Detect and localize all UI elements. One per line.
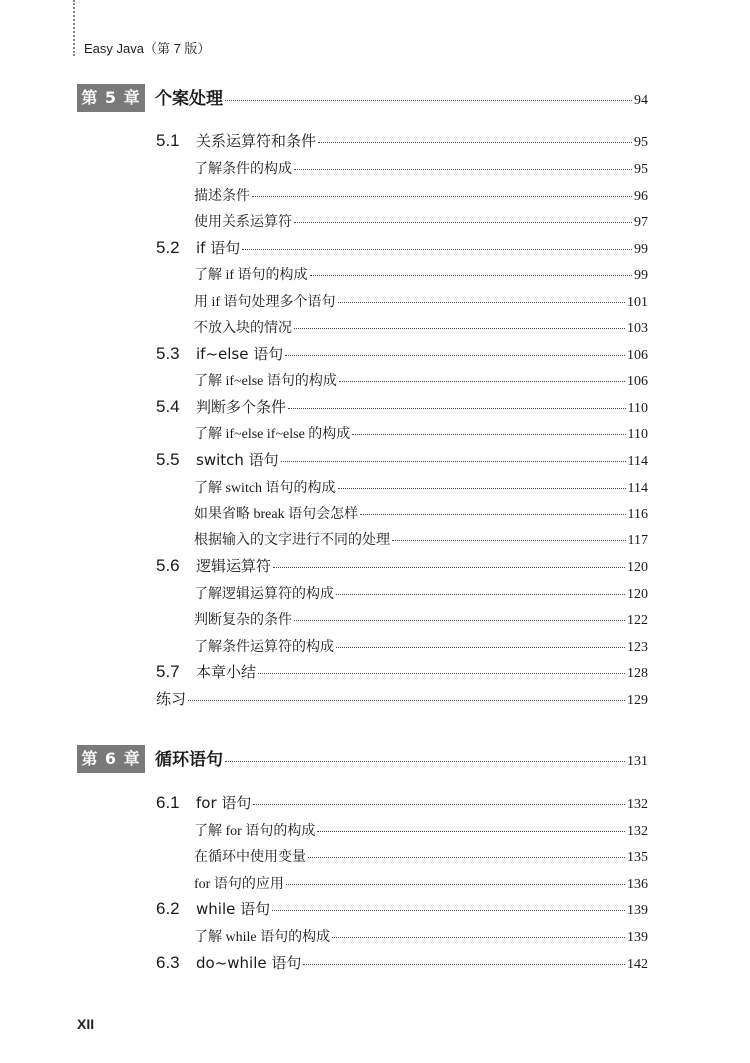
page-number: 136 — [627, 877, 648, 892]
toc-subsection[interactable] — [194, 211, 648, 231]
dot-leader — [392, 540, 626, 541]
toc-subsection[interactable] — [194, 609, 648, 629]
page-number: 106 — [627, 348, 648, 363]
page-number: 97 — [634, 215, 648, 230]
page-number: 101 — [627, 295, 648, 310]
dot-leader — [225, 761, 625, 762]
section-title: 关系运算符和条件 — [196, 132, 317, 150]
dot-leader — [332, 937, 625, 938]
toc-subsection[interactable] — [194, 291, 648, 311]
dot-leader — [336, 647, 625, 648]
section-title: while 语句 — [196, 900, 271, 918]
page-number: 95 — [634, 135, 648, 150]
page-number: 132 — [627, 797, 648, 812]
chapter-badge: 第 5 章 — [77, 84, 145, 112]
page-number: 131 — [627, 754, 648, 769]
chapter-title: 个案处理 — [155, 89, 223, 109]
toc-section-6-1[interactable] — [156, 792, 648, 813]
dot-leader — [294, 620, 625, 621]
page-number: 110 — [627, 401, 648, 416]
toc-subsection[interactable] — [194, 264, 648, 284]
section-title: switch 语句 — [196, 451, 279, 469]
dot-leader — [273, 567, 625, 568]
page-number: 106 — [627, 374, 648, 389]
section-number: 5.3 — [156, 344, 180, 363]
toc-chapter-6[interactable] — [77, 745, 648, 773]
page-number: 114 — [627, 481, 648, 496]
subsection-title: 不放入块的情况 — [194, 321, 292, 336]
page-number: 110 — [627, 427, 648, 442]
page-number: 123 — [627, 640, 648, 655]
subsection-title: 用 if 语句处理多个语句 — [194, 295, 336, 310]
dot-leader — [338, 302, 625, 303]
toc-section-5-1[interactable] — [156, 130, 648, 151]
section-number: 6.2 — [156, 899, 180, 918]
dot-leader — [288, 408, 626, 409]
toc-section-5-2[interactable] — [156, 237, 648, 258]
page-number: 139 — [627, 903, 648, 918]
subsection-title: 了解条件的构成 — [194, 162, 292, 177]
dot-leader — [188, 700, 625, 701]
page-number: 120 — [627, 560, 648, 575]
section-title: for 语句 — [196, 794, 252, 812]
dot-leader — [294, 222, 632, 223]
toc-subsection[interactable] — [194, 873, 648, 893]
chapter-badge: 第 6 章 — [77, 745, 145, 773]
subsection-title: 了解 if 语句的构成 — [194, 268, 308, 283]
margin-dotted-rule — [73, 0, 75, 56]
page-number: 139 — [627, 930, 648, 945]
subsection-title: 如果省略 break 语句会怎样 — [194, 507, 359, 522]
subsection-title: 根据输入的文字进行不同的处理 — [194, 533, 390, 548]
dot-leader — [310, 275, 632, 276]
subsection-title: 了解 for 语句的构成 — [194, 824, 316, 839]
exercises-title: 练习 — [156, 690, 187, 708]
dot-leader — [317, 831, 625, 832]
section-number: 5.2 — [156, 238, 180, 257]
toc-chapter-5[interactable] — [77, 84, 648, 112]
page-number: 120 — [627, 587, 648, 602]
section-number: 5.5 — [156, 450, 180, 469]
toc-subsection[interactable] — [194, 317, 648, 337]
toc-subsection[interactable] — [194, 636, 648, 656]
dot-leader — [294, 169, 632, 170]
section-number: 5.6 — [156, 556, 180, 575]
page-number: 103 — [627, 321, 648, 336]
dot-leader — [339, 381, 625, 382]
subsection-title: 了解 while 语句的构成 — [194, 930, 331, 945]
subsection-title: for 语句的应用 — [194, 877, 284, 892]
section-number: 5.1 — [156, 131, 180, 150]
dot-leader — [303, 964, 625, 965]
toc-subsection[interactable] — [194, 846, 648, 866]
toc-subsection[interactable] — [194, 185, 648, 205]
section-title: if~else 语句 — [196, 345, 284, 363]
toc-subsection[interactable] — [194, 503, 648, 523]
dot-leader — [285, 355, 625, 356]
toc-subsection[interactable] — [194, 926, 648, 946]
toc-subsection[interactable] — [194, 158, 648, 178]
section-title: do~while 语句 — [196, 954, 302, 972]
toc-section-5-5[interactable] — [156, 449, 648, 470]
page-number: 132 — [627, 824, 648, 839]
section-number: 6.3 — [156, 953, 180, 972]
subsection-title: 了解逻辑运算符的构成 — [194, 587, 334, 602]
dot-leader — [352, 434, 625, 435]
page-number: 128 — [627, 666, 648, 681]
dot-leader — [253, 804, 625, 805]
page-number: 94 — [634, 93, 648, 108]
dot-leader — [225, 100, 632, 101]
page-number: 116 — [627, 507, 648, 522]
page-number: 99 — [634, 268, 648, 283]
toc-subsection[interactable] — [194, 370, 648, 390]
toc-subsection[interactable] — [194, 477, 648, 497]
dot-leader — [258, 673, 625, 674]
page-number: 99 — [634, 242, 648, 257]
toc-section-6-2[interactable] — [156, 898, 648, 919]
subsection-title: 描述条件 — [194, 189, 250, 204]
chapter-title: 循环语句 — [155, 750, 223, 770]
toc-section-6-3[interactable] — [156, 952, 648, 973]
dot-leader — [272, 910, 625, 911]
subsection-title: 了解 if~else 语句的构成 — [194, 374, 337, 389]
toc-subsection[interactable] — [194, 423, 648, 443]
page-number: 142 — [627, 957, 648, 972]
subsection-title: 了解 switch 语句的构成 — [194, 481, 336, 496]
dot-leader — [281, 461, 626, 462]
toc-section-5-3[interactable] — [156, 343, 648, 364]
page-number: 129 — [627, 693, 648, 708]
page-number: 114 — [627, 454, 648, 469]
toc-section-5-4[interactable] — [156, 396, 648, 417]
page-number: 117 — [627, 533, 648, 548]
section-title: 本章小结 — [196, 663, 257, 681]
dot-leader — [318, 142, 632, 143]
subsection-title: 了解 if~else if~else 的构成 — [194, 427, 351, 442]
section-number: 6.1 — [156, 793, 180, 812]
subsection-title: 在循环中使用变量 — [194, 850, 306, 865]
toc-subsection[interactable] — [194, 820, 648, 840]
page-number: 96 — [634, 189, 648, 204]
page-number: 122 — [627, 613, 648, 628]
page-number: 95 — [634, 162, 648, 177]
section-title: 逻辑运算符 — [196, 557, 272, 575]
section-number: 5.7 — [156, 662, 180, 681]
section-number: 5.4 — [156, 397, 180, 416]
toc-exercises[interactable] — [156, 688, 648, 709]
toc-subsection[interactable] — [194, 529, 648, 549]
subsection-title: 使用关系运算符 — [194, 215, 292, 230]
toc-section-5-6[interactable] — [156, 555, 648, 576]
dot-leader — [336, 594, 625, 595]
dot-leader — [294, 328, 625, 329]
dot-leader — [360, 514, 625, 515]
subsection-title: 了解条件运算符的构成 — [194, 640, 334, 655]
section-title: if 语句 — [196, 239, 241, 257]
section-title: 判断多个条件 — [196, 398, 287, 416]
running-header: Easy Java（第 7 版） — [84, 41, 211, 56]
page-number: 135 — [627, 850, 648, 865]
dot-leader — [338, 488, 626, 489]
page-folio: XII — [77, 1016, 95, 1032]
toc-subsection[interactable] — [194, 583, 648, 603]
dot-leader — [242, 249, 632, 250]
subsection-title: 判断复杂的条件 — [194, 613, 292, 628]
dot-leader — [308, 857, 625, 858]
dot-leader — [286, 884, 625, 885]
dot-leader — [252, 196, 632, 197]
toc-section-5-7[interactable] — [156, 661, 648, 682]
